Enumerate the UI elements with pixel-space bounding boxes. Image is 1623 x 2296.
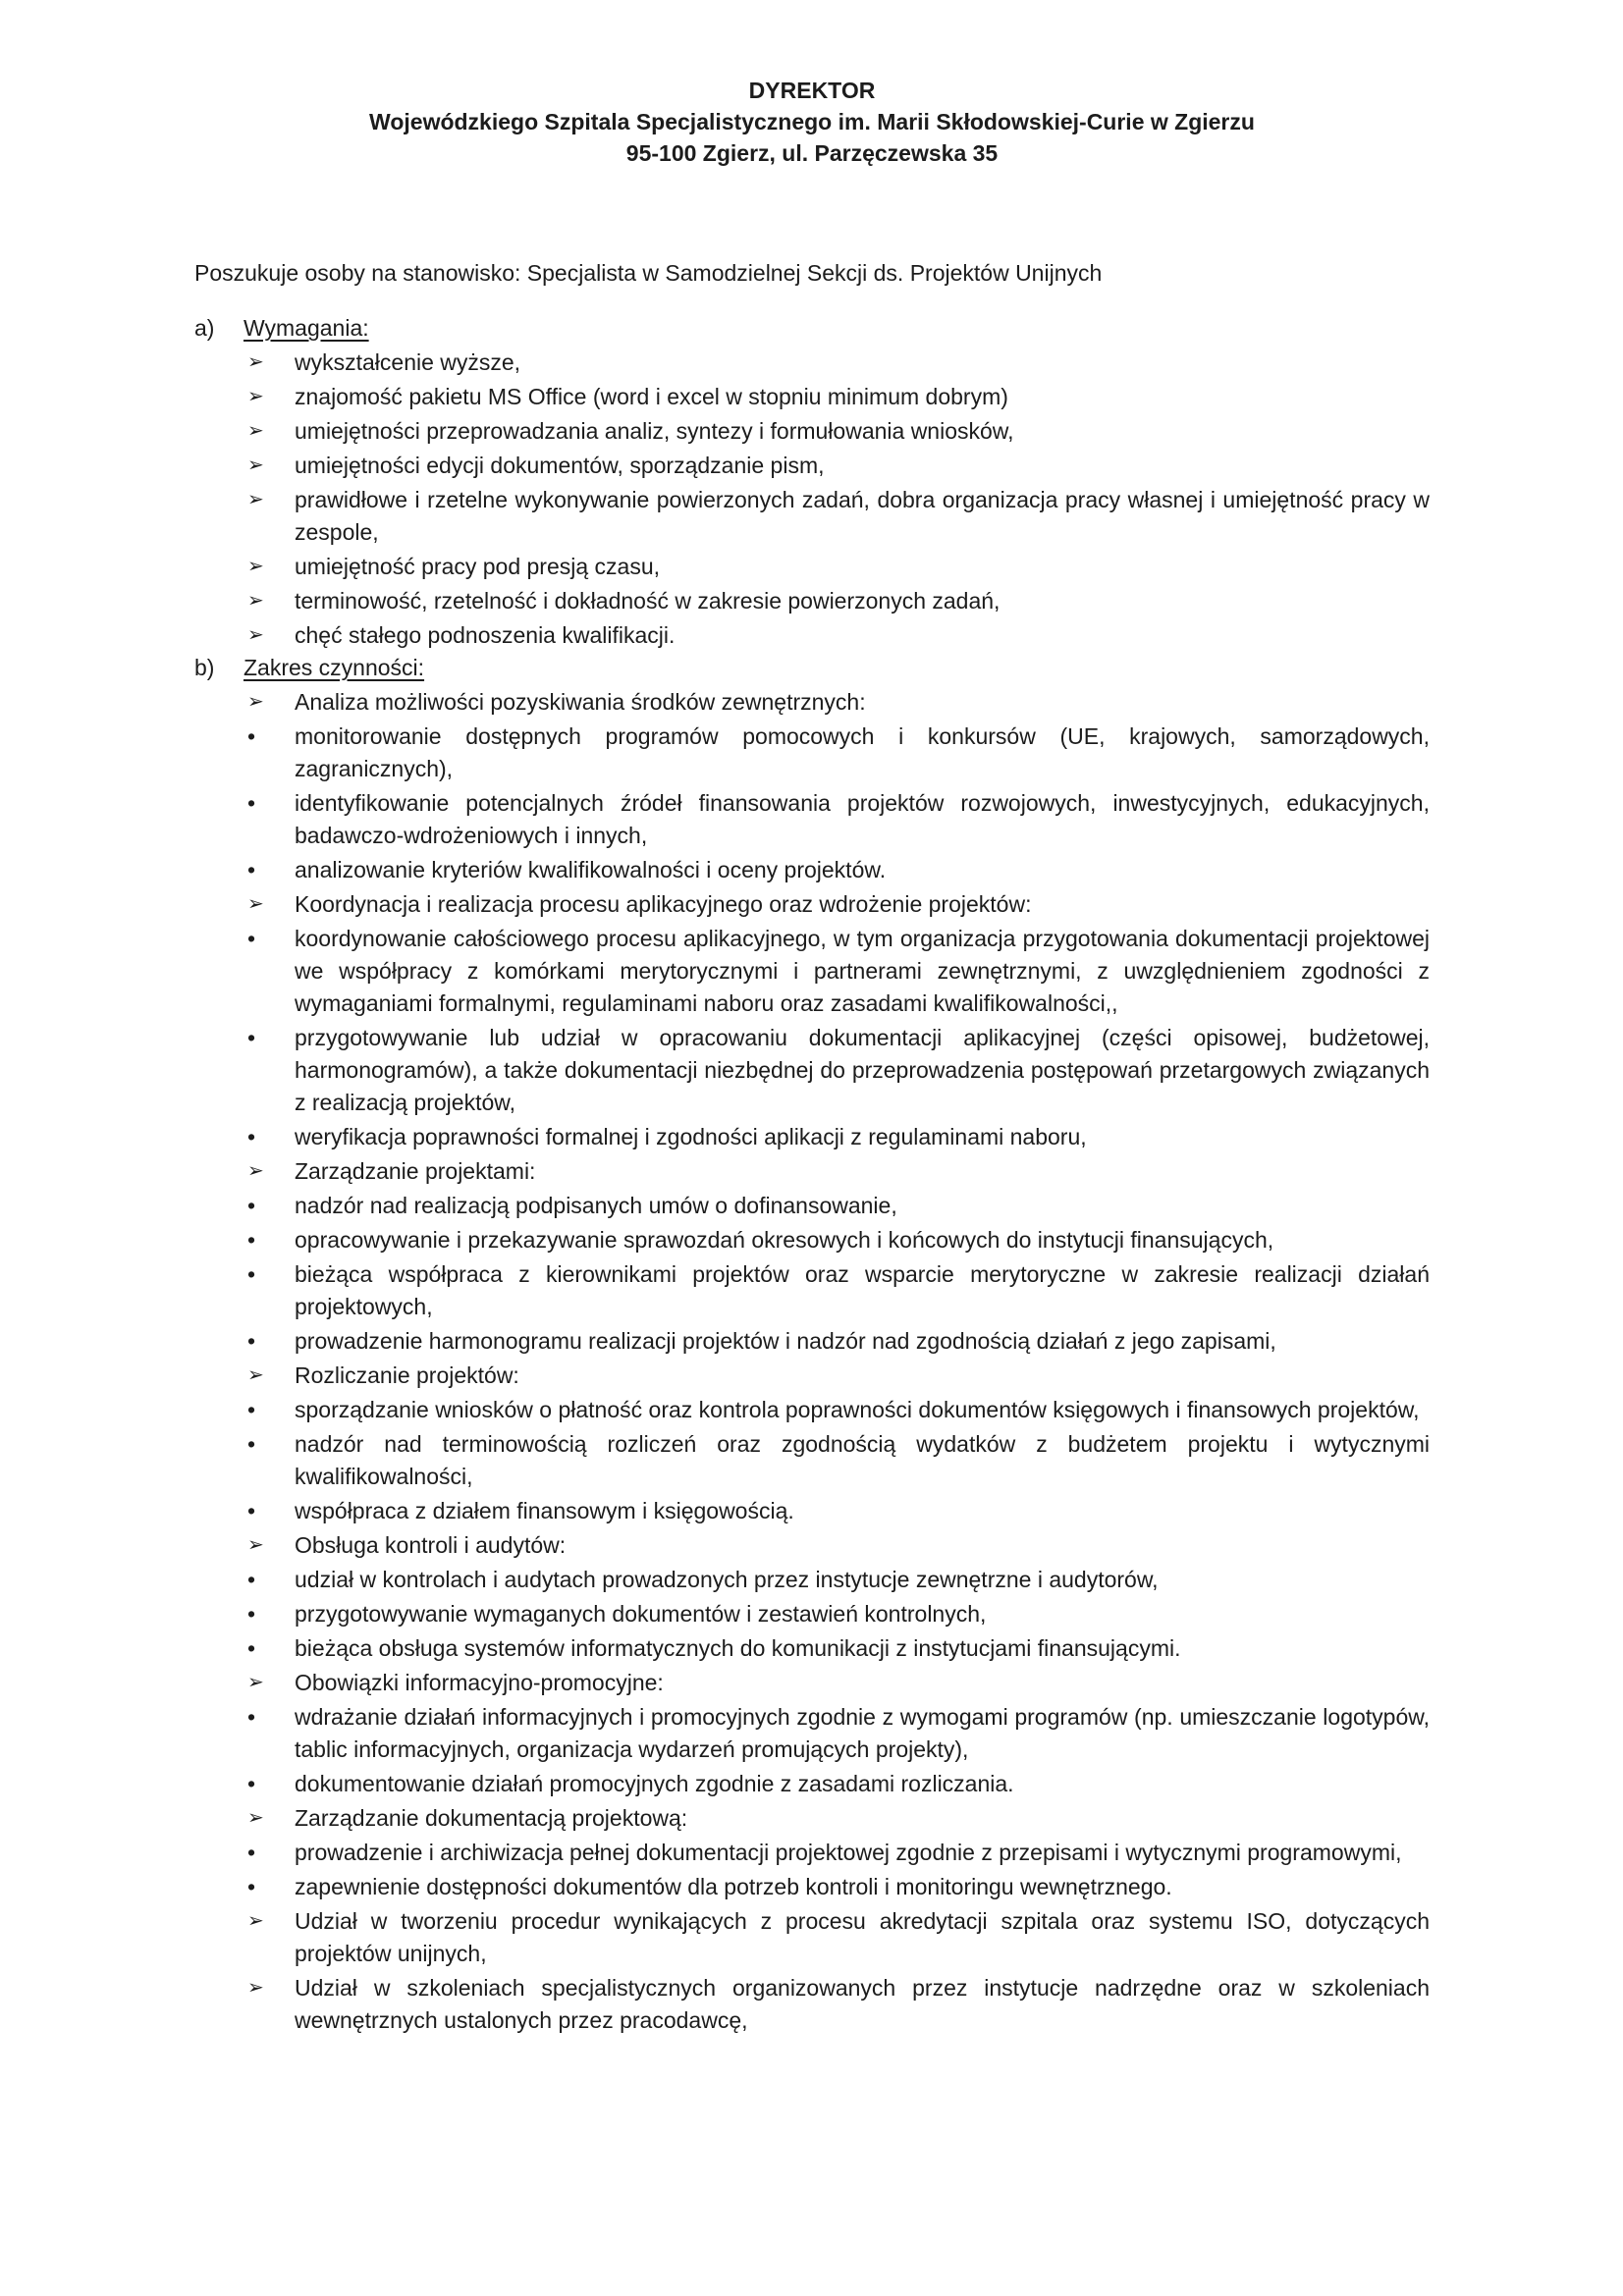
dot-bullet-icon: • xyxy=(247,926,256,951)
list-item-text: prawidłowe i rzetelne wykonywanie powierzonych zadań, dobra organizacja pracy własnej i umiejętność pracy w zespole, xyxy=(295,487,1430,545)
list-item xyxy=(194,1394,1430,1426)
list-item-text: Rozliczanie projektów: xyxy=(295,1362,519,1388)
section-title: Zakres czynności: xyxy=(243,655,425,680)
position-intro-line: Poszukuje osoby na stanowisko: Specjalista w Samodzielnej Sekcji ds. Projektów Unijnych xyxy=(194,260,1103,286)
doc-address: 95-100 Zgierz, ul. Parzęczewska 35 xyxy=(625,140,999,166)
dot-bullet-icon: • xyxy=(247,1771,256,1796)
list-item-text: analizowanie kryteriów kwalifikowalności i oceny projektów. xyxy=(295,857,887,882)
list-item-text: monitorowanie dostępnych programów pomocowych i konkursów (UE, krajowych, samorządowych, zagranicznych), xyxy=(295,723,1430,781)
doc-title: DYREKTOR xyxy=(748,78,876,103)
list-item-text: Udział w tworzeniu procedur wynikających z procesu akredytacji szpitala oraz systemu ISO, dotyczących projektów unijnych, xyxy=(295,1908,1430,1966)
list-item xyxy=(194,347,1430,379)
section xyxy=(194,312,1430,652)
dot-bullet-icon: • xyxy=(247,1261,256,1287)
list-item-text: zapewnienie dostępności dokumentów dla potrzeb kontroli i monitoringu wewnętrznego. xyxy=(295,1874,1172,1899)
list-item-text: wykształcenie wyższe, xyxy=(295,349,521,375)
document-page xyxy=(194,75,1430,2037)
list-item xyxy=(194,1632,1430,1665)
list-item xyxy=(194,1564,1430,1596)
list-item-text: nadzór nad terminowością rozliczeń oraz zgodnością wydatków z budżetem projektu i wytycznymi kwalifikowalności, xyxy=(295,1431,1430,1489)
list-item-text: terminowość, rzetelność i dokładność w zakresie powierzonych zadań, xyxy=(295,588,1001,614)
list-item xyxy=(194,1190,1430,1222)
list-item-text: sporządzanie wniosków o płatność oraz kontrola poprawności dokumentów księgowych i finansowych projektów, xyxy=(295,1397,1420,1422)
arrow-bullet-icon: ➢ xyxy=(247,1534,264,1556)
section xyxy=(194,652,1430,2037)
list-item xyxy=(194,1802,1430,1835)
list-item xyxy=(194,1360,1430,1392)
dot-bullet-icon: • xyxy=(247,1397,256,1422)
document-header xyxy=(194,75,1430,169)
dot-bullet-icon: • xyxy=(247,1840,256,1865)
arrow-bullet-icon: ➢ xyxy=(247,386,264,407)
list-item-text: chęć stałego podnoszenia kwalifikacji. xyxy=(295,622,676,648)
list-item-text: znajomość pakietu MS Office (word i excel w stopniu minimum dobrym) xyxy=(295,384,1008,409)
arrow-bullet-icon: ➢ xyxy=(247,1672,264,1693)
arrow-bullet-icon: ➢ xyxy=(247,1807,264,1829)
arrow-bullet-icon: ➢ xyxy=(247,454,264,476)
list-item xyxy=(194,415,1430,448)
dot-bullet-icon: • xyxy=(247,1704,256,1730)
dot-bullet-icon: • xyxy=(247,1193,256,1218)
list-item-text: Udział w szkoleniach specjalistycznych organizowanych przez instytucje nadrzędne oraz w szkoleniach wewnętrznych ustalonych przez pracodawcę, xyxy=(295,1975,1430,2033)
list-item xyxy=(194,1155,1430,1188)
list-item xyxy=(194,1529,1430,1562)
arrow-bullet-icon: ➢ xyxy=(247,351,264,373)
arrow-bullet-icon: ➢ xyxy=(247,1910,264,1932)
arrow-bullet-icon: ➢ xyxy=(247,1977,264,1999)
list-item xyxy=(194,551,1430,583)
dot-bullet-icon: • xyxy=(247,1431,256,1457)
section-label: a) xyxy=(194,315,215,341)
list-item xyxy=(194,1224,1430,1256)
list-item xyxy=(194,1428,1430,1493)
doc-organization: Wojewódzkiego Szpitala Specjalistycznego im. Marii Skłodowskiej-Curie w Zgierzu xyxy=(369,109,1255,134)
arrow-bullet-icon: ➢ xyxy=(247,691,264,713)
list-item xyxy=(194,1972,1430,2037)
list-item-text: Obsługa kontroli i audytów: xyxy=(295,1532,567,1558)
list-item-text: Koordynacja i realizacja procesu aplikacyjnego oraz wdrożenie projektów: xyxy=(295,891,1032,917)
list-item xyxy=(194,1701,1430,1766)
dot-bullet-icon: • xyxy=(247,723,256,749)
dot-bullet-icon: • xyxy=(247,1874,256,1899)
list-item-text: identyfikowanie potencjalnych źródeł finansowania projektów rozwojowych, inwestycyjnych, edukacyjnych, badawczo-wdrożeniowych i innych, xyxy=(295,790,1430,848)
arrow-bullet-icon: ➢ xyxy=(247,590,264,612)
arrow-bullet-icon: ➢ xyxy=(247,556,264,577)
dot-bullet-icon: • xyxy=(247,1227,256,1253)
section-title: Wymagania: xyxy=(243,315,369,341)
arrow-bullet-icon: ➢ xyxy=(247,893,264,915)
list-item xyxy=(194,1258,1430,1323)
list-item xyxy=(194,854,1430,886)
list-item xyxy=(194,1768,1430,1800)
list-item-text: Zarządzanie projektami: xyxy=(295,1158,536,1184)
list-item xyxy=(194,1121,1430,1153)
list-item-text: koordynowanie całościowego procesu aplikacyjnego, w tym organizacja przygotowania dokumentacji projektowej we współpracy z komórkami merytorycznymi i partnerami zewnętrznymi, z uwzględnieniem zgodności z wymaganiami formalnymi, regulaminami naboru oraz zasadami kwalifikowalności,, xyxy=(295,926,1430,1016)
list-item xyxy=(194,381,1430,413)
list-item-text: wdrażanie działań informacyjnych i promocyjnych zgodnie z wymogami programów (np. umieszczanie logotypów, tablic informacyjnych, organizacja wydarzeń promujących projekty), xyxy=(295,1704,1430,1762)
list-item-text: Analiza możliwości pozyskiwania środków zewnętrznych: xyxy=(295,689,866,715)
list-item-text: udział w kontrolach i audytach prowadzonych przez instytucje zewnętrzne i audytorów, xyxy=(295,1567,1159,1592)
arrow-bullet-icon: ➢ xyxy=(247,420,264,442)
dot-bullet-icon: • xyxy=(247,1328,256,1354)
list-item xyxy=(194,721,1430,785)
section-label: b) xyxy=(194,655,215,680)
list-item xyxy=(194,619,1430,652)
list-item xyxy=(194,585,1430,617)
list-item xyxy=(194,888,1430,921)
list-item xyxy=(194,1495,1430,1527)
dot-bullet-icon: • xyxy=(247,1635,256,1661)
list-item xyxy=(194,1905,1430,1970)
list-item-text: współpraca z działem finansowym i księgowością. xyxy=(295,1498,794,1523)
list-item-text: dokumentowanie działań promocyjnych zgodnie z zasadami rozliczania. xyxy=(295,1771,1014,1796)
list-item-text: Obowiązki informacyjno-promocyjne: xyxy=(295,1670,664,1695)
list-item xyxy=(194,787,1430,852)
section-heading xyxy=(194,652,1430,684)
list-item xyxy=(194,923,1430,1020)
list-item-text: Zarządzanie dokumentacją projektową: xyxy=(295,1805,688,1831)
list-item xyxy=(194,1598,1430,1630)
arrow-bullet-icon: ➢ xyxy=(247,1160,264,1182)
list-item-text: opracowywanie i przekazywanie sprawozdań okresowych i końcowych do instytucji finansujących, xyxy=(295,1227,1274,1253)
list-item-text: przygotowywanie lub udział w opracowaniu dokumentacji aplikacyjnej (części opisowej, budżetowej, harmonogramów), a także dokumentacji niezbędnej do przeprowadzenia postępowań przetargowych związanych z realizacją projektów, xyxy=(295,1025,1430,1115)
dot-bullet-icon: • xyxy=(247,1124,256,1149)
list-item xyxy=(194,1871,1430,1903)
list-item-text: weryfikacja poprawności formalnej i zgodności aplikacji z regulaminami naboru, xyxy=(295,1124,1087,1149)
list-item xyxy=(194,1667,1430,1699)
sections-container xyxy=(194,312,1430,2037)
dot-bullet-icon: • xyxy=(247,790,256,816)
list-item-text: umiejętność pracy pod presją czasu, xyxy=(295,554,661,579)
list-item-text: prowadzenie harmonogramu realizacji projektów i nadzór nad zgodnością działań z jego zapisami, xyxy=(295,1328,1276,1354)
list-item-text: bieżąca obsługa systemów informatycznych do komunikacji z instytucjami finansującymi. xyxy=(295,1635,1181,1661)
section-heading xyxy=(194,312,1430,345)
list-item xyxy=(194,686,1430,719)
list-item-text: umiejętności przeprowadzania analiz, syntezy i formułowania wniosków, xyxy=(295,418,1014,444)
list-item-text: prowadzenie i archiwizacja pełnej dokumentacji projektowej zgodnie z przepisami i wytycznymi programowymi, xyxy=(295,1840,1402,1865)
list-item-text: bieżąca współpraca z kierownikami projektów oraz wsparcie merytoryczne w zakresie realizacji działań projektowych, xyxy=(295,1261,1430,1319)
dot-bullet-icon: • xyxy=(247,1601,256,1627)
arrow-bullet-icon: ➢ xyxy=(247,489,264,510)
arrow-bullet-icon: ➢ xyxy=(247,1364,264,1386)
list-item-text: umiejętności edycji dokumentów, sporządzanie pism, xyxy=(295,453,825,478)
list-item xyxy=(194,1837,1430,1869)
list-item xyxy=(194,450,1430,482)
list-item xyxy=(194,484,1430,549)
list-item-text: nadzór nad realizacją podpisanych umów o dofinansowanie, xyxy=(295,1193,897,1218)
dot-bullet-icon: • xyxy=(247,1025,256,1050)
list-item xyxy=(194,1325,1430,1358)
dot-bullet-icon: • xyxy=(247,1567,256,1592)
dot-bullet-icon: • xyxy=(247,857,256,882)
list-item xyxy=(194,1022,1430,1119)
arrow-bullet-icon: ➢ xyxy=(247,624,264,646)
list-item-text: przygotowywanie wymaganych dokumentów i zestawień kontrolnych, xyxy=(295,1601,987,1627)
dot-bullet-icon: • xyxy=(247,1498,256,1523)
